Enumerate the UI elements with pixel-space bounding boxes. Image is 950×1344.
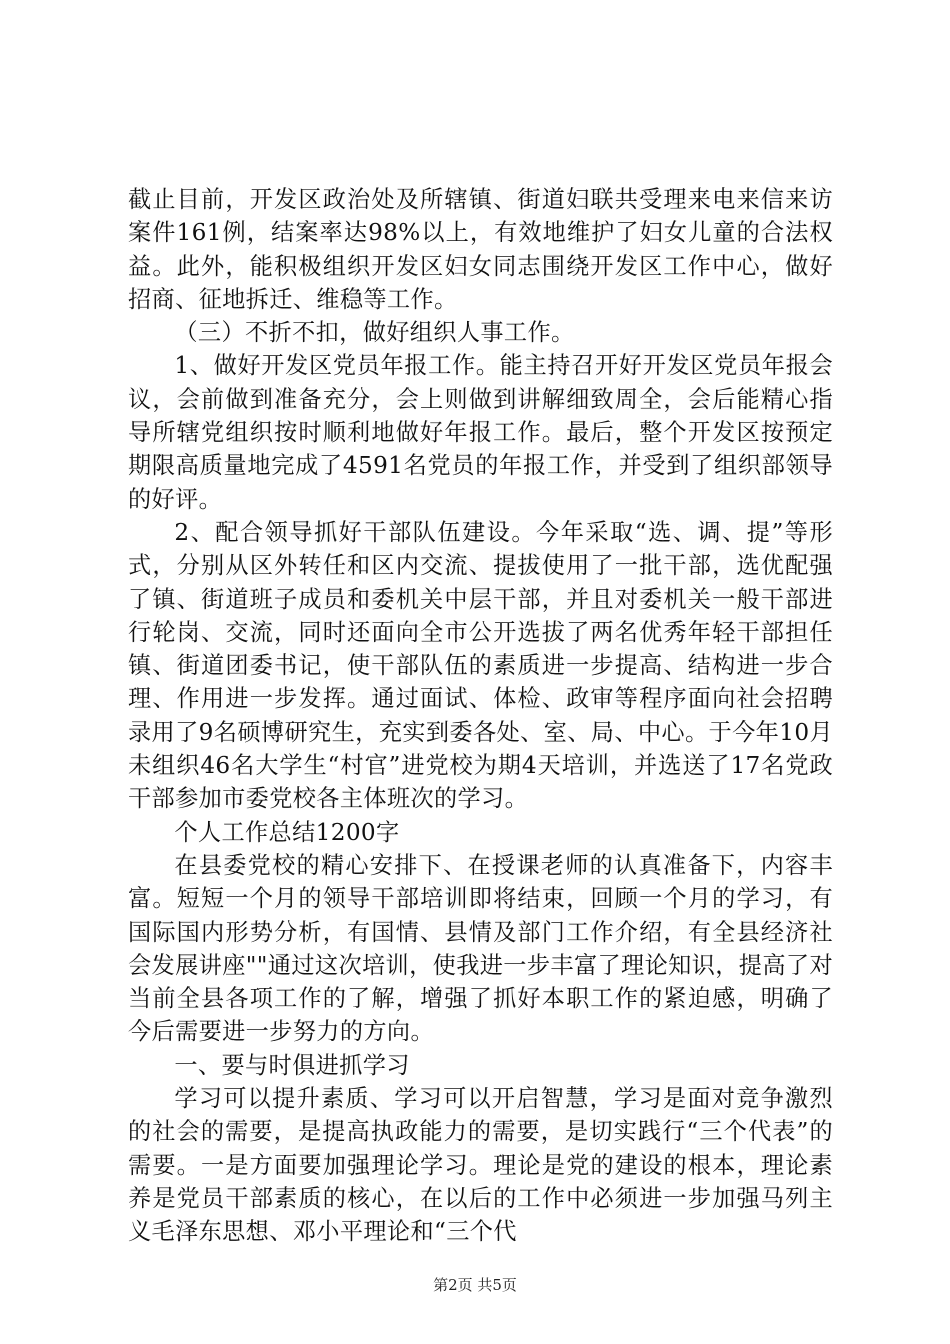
paragraph-2-section-heading: （三）不折不扣，做好组织人事工作。 <box>174 319 575 347</box>
paragraph-3: 1、做好开发区党员年报工作。能主持召开好开发区党员年报会议，会前做到准备充分，会上则做到讲解细致周全，会后能精心指导所辖党组织按时顺利地做好年报工作。最后，整个开发区按预定期限高质量地完成了4591名党员的年报工作，并受到了组织部领导的好评。 <box>128 352 833 513</box>
paragraph-5-title: 个人工作总结1200字 <box>174 818 400 846</box>
paragraph-8: 学习可以提升素质、学习可以开启智慧，学习是面对竞争激烈的社会的需要，是提高执政能力的需要，是切实践行“三个代表”的需要。一是方面要加强理论学习。理论是党的建设的根本，理论素养是党员干部素质的核心，在以后的工作中必须进一步加强马列主义毛泽东思想、邓小平理论和“三个代 <box>128 1085 833 1246</box>
paragraph-4: 2、配合领导抓好干部队伍建设。今年采取“选、调、提”等形式，分别从区外转任和区内交流、提拔使用了一批干部，选优配强了镇、街道班子成员和委机关中层干部，并且对委机关一般干部进行轮岗、交流，同时还面向全市公开选拔了两名优秀年轻干部担任镇、街道团委书记，使干部队伍的素质进一步提高、结构进一步合理、作用进一步发挥。通过面试、体检、政审等程序面向社会招聘录用了9名硕博研究生，充实到委各处、室、局、中心。于今年10月未组织46名大学生“村官”进党校为期4天培训，并选送了17名党政干部参加市委党校各主体班次的学习。 <box>128 518 833 813</box>
document-body <box>128 183 833 1249</box>
paragraph-6: 在县委党校的精心安排下、在授课老师的认真准备下，内容丰富。短短一个月的领导干部培训即将结束，回顾一个月的学习，有国际国内形势分析，有国情、县情及部门工作介绍，有全县经济社会发展讲座""通过这次培训，使我进一步丰富了理论知识，提高了对当前全县各项工作的了解，增强了抓好本职工作的紧迫感，明确了今后需要进一步努力的方向。 <box>128 851 833 1046</box>
paragraph-7-section-heading: 一、要与时俱进抓学习 <box>174 1051 410 1079</box>
paragraph-1: 截止目前，开发区政治处及所辖镇、街道妇联共受理来电来信来访案件161例，结案率达98%以上，有效地维护了妇女儿童的合法权益。此外，能积极组织开发区妇女同志围绕开发区工作中心，做好招商、征地拆迁、维稳等工作。 <box>128 186 833 313</box>
page-number-footer: 第2页 共5页 <box>433 1276 517 1294</box>
